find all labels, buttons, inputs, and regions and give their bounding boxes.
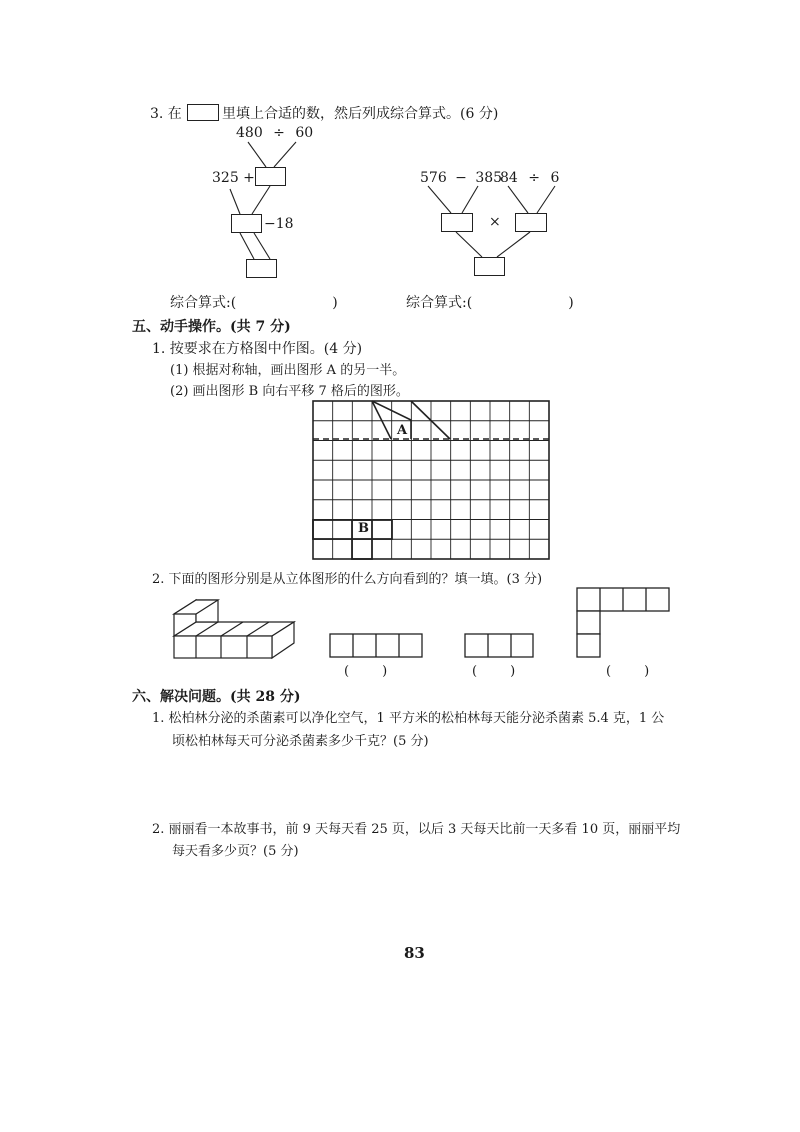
page-number: 83 [404,944,425,962]
view-answer-blank-1[interactable]: ( ) [344,664,388,679]
s6-q1-line2: 顷松柏林每天可分泌杀菌素多少千克？(5 分) [172,734,429,749]
left-tree-subtrahend: −18 [264,216,294,232]
view-answer-blank-2[interactable]: ( ) [472,664,516,679]
section-6-heading: 六、解决问题。(共 28 分) [132,689,301,705]
right-tree-multiply-sign: × [489,214,501,230]
q3-instruction: 里填上合适的数，然后列成综合算式。(6 分) [222,106,499,122]
right-formula-close: ) [568,295,574,311]
s5-q1-sub1: (1) 根据对称轴，画出图形 A 的另一半。 [170,363,406,378]
right-formula-label: 综合算式:( [406,295,473,311]
left-formula-close: ) [332,295,338,311]
q3-prefix: 3. 在 [150,106,182,122]
left-tree-top-expression: 480 ÷ 60 [236,125,314,141]
section-5-heading: 五、动手操作。(共 7 分) [132,319,291,335]
right-tree-subtraction: 576 − 385 [420,170,503,186]
s5-q1-sub2: (2) 画出图形 B 向右平移 7 格后的图形。 [170,384,409,399]
left-formula-label: 综合算式:( [170,295,237,311]
s5-q2-text: 2. 下面的图形分别是从立体图形的什么方向看到的？填一填。(3 分) [152,572,543,587]
figure-b-label: B [358,521,369,536]
s6-q2-line1: 2. 丽丽看一本故事书，前 9 天每天看 25 页，以后 3 天每天比前一天多看 10 页，丽丽平均 [152,822,681,837]
s6-q1-line1: 1. 松柏林分泌的杀菌素可以净化空气，1 平方米的松柏林每天能分泌杀菌素 5.4 克，1 公 [152,711,665,726]
left-tree-addend: 325 + [212,170,255,186]
right-tree-division: 84 ÷ 6 [500,170,560,186]
view-answer-blank-3[interactable]: ( ) [606,664,650,679]
figure-a-label: A [397,423,408,438]
s5-q1-text: 1. 按要求在方格图中作图。(4 分) [152,341,363,357]
s6-q2-line2: 每天看多少页？(5 分) [172,844,299,859]
